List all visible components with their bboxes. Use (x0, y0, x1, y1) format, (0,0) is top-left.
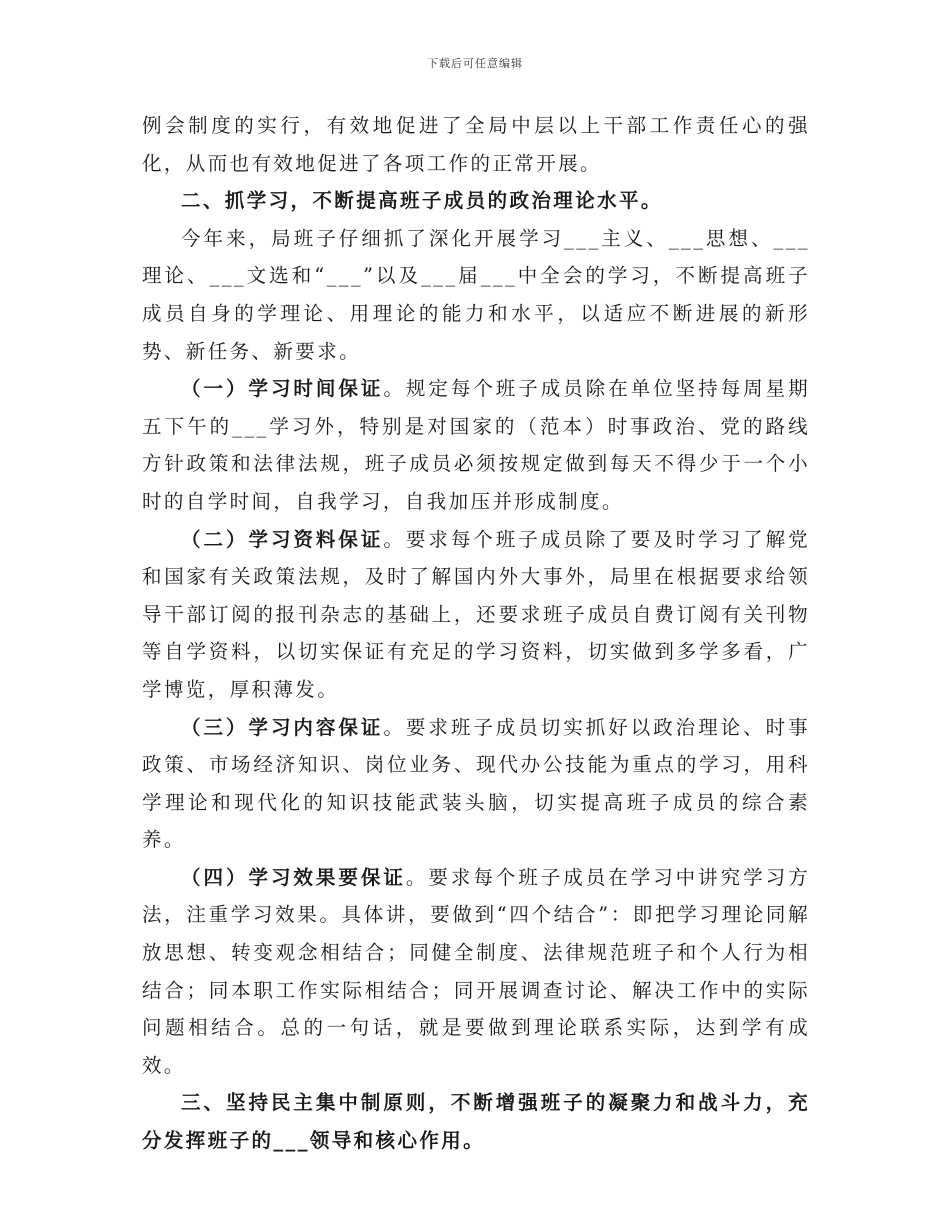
document-body (142, 107, 810, 1160)
paragraph-lead-study-time: （一）学习时间保证 (181, 377, 384, 401)
section-heading-2: 二、抓学习，不断提高班子成员的政治理论水平。 (181, 189, 663, 213)
paragraph-study-content (142, 709, 810, 859)
paragraph-text-study-materials: 。要求每个班子成员除了要及时学习了解党和国家有关政策法规，及时了解国内外大事外，局里在根据要求给领导干部订阅的报刊杂志的基础上，还要求班子成员自费订阅有关刊物等自学资料，以切实保证有充足的学习资料，切实做到多学多看，广学博览，厚积薄发。 (142, 527, 810, 701)
paragraph-continuation: 例会制度的实行，有效地促进了全局中层以上干部工作责任心的强化，从而也有效地促进了各项工作的正常开展。 (142, 114, 810, 175)
paragraph-text-study-effect: 。要求每个班子成员在学习中讲究学习方法，注重学习效果。具体讲，要做到“四个结合”：即把学习理论同解放思想、转变观念相结合；同健全制度、法律规范班子和个人行为相结合；同本职工作实际相结合；同开展调查讨论、解决工作中的实际问题相结合。总的一句话，就是要做到理论联系实际，达到学有成效。 (142, 865, 810, 1077)
paragraph-study-time (142, 370, 810, 520)
paragraph-text-study-time: 。规定每个班子成员除在单位坚持每周星期五下午的___学习外，特别是对国家的（范本）时事政治、党的路线方针政策和法律法规，班子成员必须按规定做到每天不得少于一个小时的自学时间，自我学习，自我加压并形成制度。 (142, 377, 810, 513)
paragraph-text-study-content: 。要求班子成员切实抓好以政治理论、时事政策、市场经济知识、岗位业务、现代办公技能为重点的学习，用科学理论和现代化的知识技能武装头脑，切实提高班子成员的综合素养。 (142, 715, 810, 852)
paragraph-study-effect (142, 859, 810, 1085)
paragraph-lead-study-effect: （四）学习效果要保证 (181, 865, 406, 889)
paragraph-lead-study-content: （三）学习内容保证 (181, 715, 384, 739)
paragraph-study-intro: 今年来，局班子仔细抓了深化开展学习___主义、___思想、___理论、___文选和“___”以及___届___中全会的学习，不断提高班子成员自身的学理论、用理论的能力和水平，以适应不断进展的新形势、新任务、新要求。 (142, 226, 810, 363)
page-header-note: 下载后可任意编辑 (427, 57, 523, 70)
paragraph-lead-study-materials: （二）学习资料保证 (181, 527, 384, 551)
paragraph-study-materials (142, 521, 810, 709)
section-heading-3: 三、坚持民主集中制原则，不断增强班子的凝聚力和战斗力，充分发挥班子的___领导和核心作用。 (142, 1091, 810, 1153)
